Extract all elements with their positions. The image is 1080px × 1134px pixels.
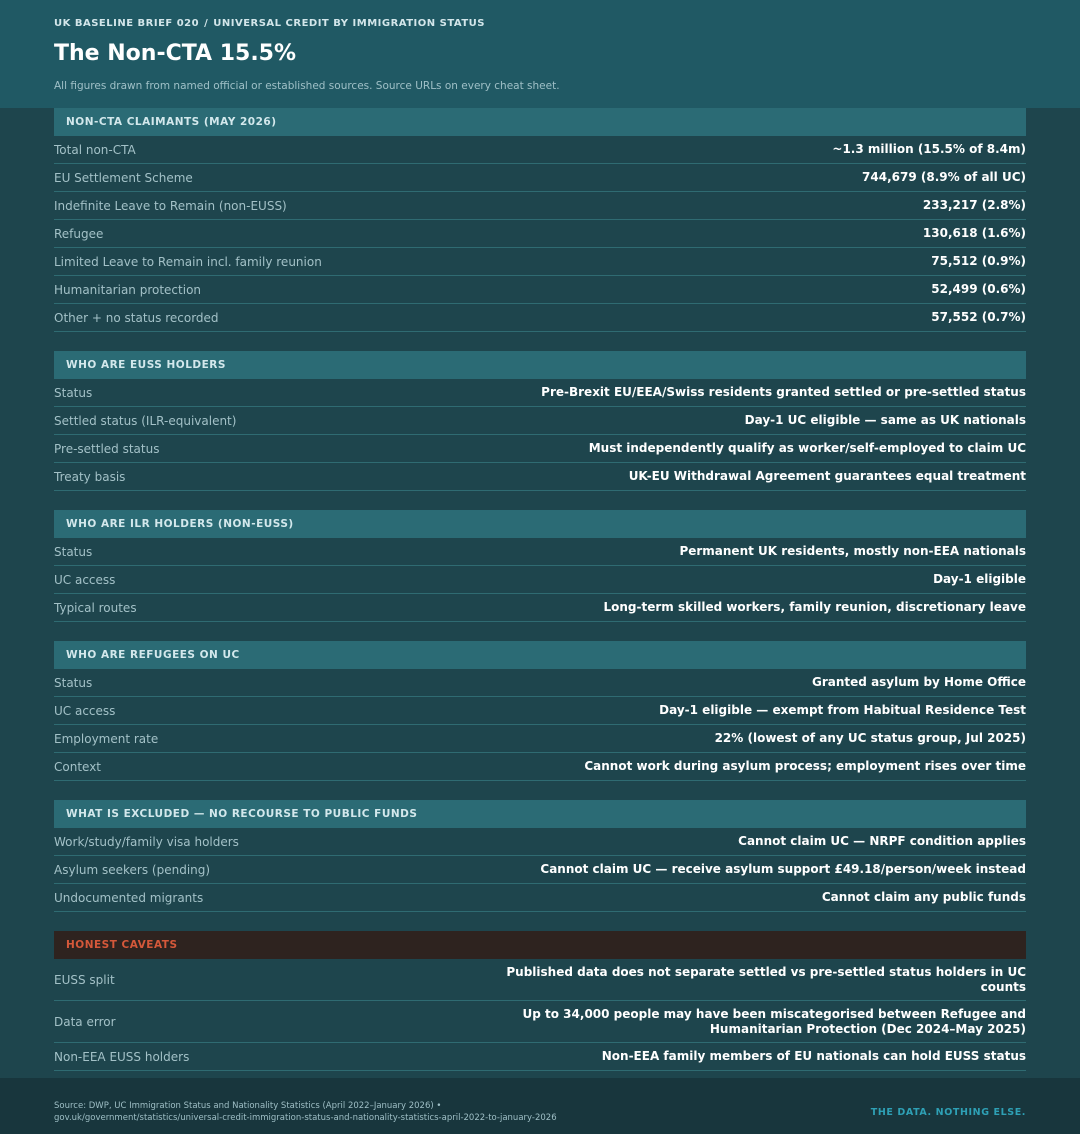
table-row — [54, 669, 1026, 697]
table-row — [54, 379, 1026, 407]
section-header: WHO ARE REFUGEES ON UC — [54, 641, 1026, 669]
row-label: Employment rate — [54, 731, 159, 746]
section-ilr-holders — [54, 510, 1026, 622]
section-header: NON-CTA CLAIMANTS (MAY 2026) — [54, 108, 1026, 136]
table-row — [54, 304, 1026, 332]
row-label: Undocumented migrants — [54, 890, 204, 905]
row-label: Work/study/family visa holders — [54, 834, 239, 849]
row-label: Treaty basis — [54, 469, 126, 484]
row-label: Status — [54, 385, 93, 400]
section-refugees — [54, 641, 1026, 781]
table-row — [54, 192, 1026, 220]
row-label: EU Settlement Scheme — [54, 170, 193, 185]
row-value: Cannot claim any public funds — [821, 890, 1026, 904]
row-value: 57,552 (0.7%) — [931, 310, 1026, 324]
section-header: WHO ARE ILR HOLDERS (NON-EUSS) — [54, 510, 1026, 538]
row-value: 744,679 (8.9% of all UC) — [862, 170, 1026, 184]
row-label: EUSS split — [54, 972, 115, 987]
table-row — [54, 276, 1026, 304]
source-url: gov.uk/government/statistics/universal-credit-immigration-status-and-nationality-statistics-april-2022-to-january-2026 — [54, 1113, 557, 1123]
row-value: 52,499 (0.6%) — [931, 282, 1026, 296]
table-row — [54, 248, 1026, 276]
row-value: Day-1 eligible — [933, 572, 1026, 586]
row-label: Non-EEA EUSS holders — [54, 1049, 190, 1064]
row-value: Day-1 eligible — exempt from Habitual Residence Test — [659, 703, 1026, 717]
table-row — [54, 884, 1026, 912]
table-row — [54, 136, 1026, 164]
section-caveats — [54, 931, 1026, 1071]
table-row — [54, 753, 1026, 781]
section-excluded — [54, 800, 1026, 912]
section-header: WHO ARE EUSS HOLDERS — [54, 351, 1026, 379]
row-label: Asylum seekers (pending) — [54, 862, 211, 877]
section-header: WHAT IS EXCLUDED — NO RECOURSE TO PUBLIC FUNDS — [54, 800, 1026, 828]
row-value: 233,217 (2.8%) — [922, 198, 1026, 212]
row-value: Must independently qualify as worker/self-employed to claim UC — [588, 441, 1026, 455]
row-value: Up to 34,000 people may have been miscategorised between Refugee and Humanitarian Protection (Dec 2024–May 2025) — [522, 1006, 1026, 1036]
row-label: UC access — [54, 703, 116, 718]
table-row — [54, 959, 1026, 1001]
row-value: 130,618 (1.6%) — [922, 226, 1026, 240]
footer-tagline: THE DATA. NOTHING ELSE. — [870, 1106, 1026, 1118]
row-value: Cannot claim UC — receive asylum support £49.18/person/week instead — [540, 862, 1026, 876]
row-value: Pre-Brexit EU/EEA/Swiss residents granted settled or pre-settled status — [541, 385, 1026, 399]
row-label: Other + no status recorded — [54, 310, 219, 325]
kicker-series: UK BASELINE BRIEF 020 — [54, 18, 200, 29]
table-row — [54, 828, 1026, 856]
row-value: 75,512 (0.9%) — [931, 254, 1026, 268]
brief-content — [0, 108, 1080, 1071]
row-value: Day-1 UC eligible — same as UK nationals — [744, 413, 1026, 427]
table-row — [54, 1001, 1026, 1043]
row-label: Limited Leave to Remain incl. family reunion — [54, 254, 322, 269]
row-value: Cannot work during asylum process; employment rises over time — [584, 759, 1026, 773]
table-row — [54, 220, 1026, 248]
row-label: Status — [54, 675, 93, 690]
page-header — [0, 0, 1080, 108]
section-non-cta-claimants — [54, 108, 1026, 332]
table-row — [54, 164, 1026, 192]
brief-kicker — [54, 18, 1026, 30]
row-label: Refugee — [54, 226, 104, 241]
table-row — [54, 407, 1026, 435]
table-row — [54, 594, 1026, 622]
row-value: Permanent UK residents, mostly non-EEA nationals — [679, 544, 1026, 558]
table-row — [54, 856, 1026, 884]
source-citation: Source: DWP, UC Immigration Status and Nationality Statistics (April 2022–January 2026) • — [54, 1101, 442, 1111]
table-row — [54, 435, 1026, 463]
section-euss-holders — [54, 351, 1026, 491]
row-value: Published data does not separate settled vs pre-settled status holders in UC counts — [506, 964, 1026, 994]
page-subtitle: All figures drawn from named official or established sources. Source URLs on every cheat sheet. — [54, 80, 560, 92]
row-value: Granted asylum by Home Office — [812, 675, 1026, 689]
table-row — [54, 1043, 1026, 1071]
page-footer — [0, 1078, 1080, 1134]
row-value: Non-EEA family members of EU nationals can hold EUSS status — [601, 1049, 1026, 1063]
row-label: UC access — [54, 572, 116, 587]
row-label: Total non-CTA — [54, 142, 136, 157]
row-label: Settled status (ILR-equivalent) — [54, 413, 237, 428]
row-label: Data error — [54, 1014, 116, 1029]
table-row — [54, 725, 1026, 753]
row-value: 22% (lowest of any UC status group, Jul 2025) — [714, 731, 1026, 745]
row-value: Long-term skilled workers, family reunion, discretionary leave — [603, 600, 1026, 614]
table-row — [54, 697, 1026, 725]
page-title: The Non-CTA 15.5% — [54, 41, 297, 66]
table-row — [54, 538, 1026, 566]
kicker-separator: / — [204, 18, 209, 29]
row-label: Status — [54, 544, 93, 559]
row-label: Context — [54, 759, 102, 774]
row-value: Cannot claim UC — NRPF condition applies — [738, 834, 1026, 848]
kicker-topic: UNIVERSAL CREDIT BY IMMIGRATION STATUS — [213, 18, 485, 29]
row-label: Indefinite Leave to Remain (non-EUSS) — [54, 198, 287, 213]
caveats-header: HONEST CAVEATS — [54, 931, 1026, 959]
row-label: Typical routes — [54, 600, 137, 615]
table-row — [54, 566, 1026, 594]
row-label: Humanitarian protection — [54, 282, 202, 297]
row-value: ~1.3 million (15.5% of 8.4m) — [832, 142, 1026, 156]
table-row — [54, 463, 1026, 491]
source-note — [54, 1100, 557, 1124]
row-label: Pre-settled status — [54, 441, 160, 456]
row-value: UK-EU Withdrawal Agreement guarantees equal treatment — [628, 469, 1026, 483]
